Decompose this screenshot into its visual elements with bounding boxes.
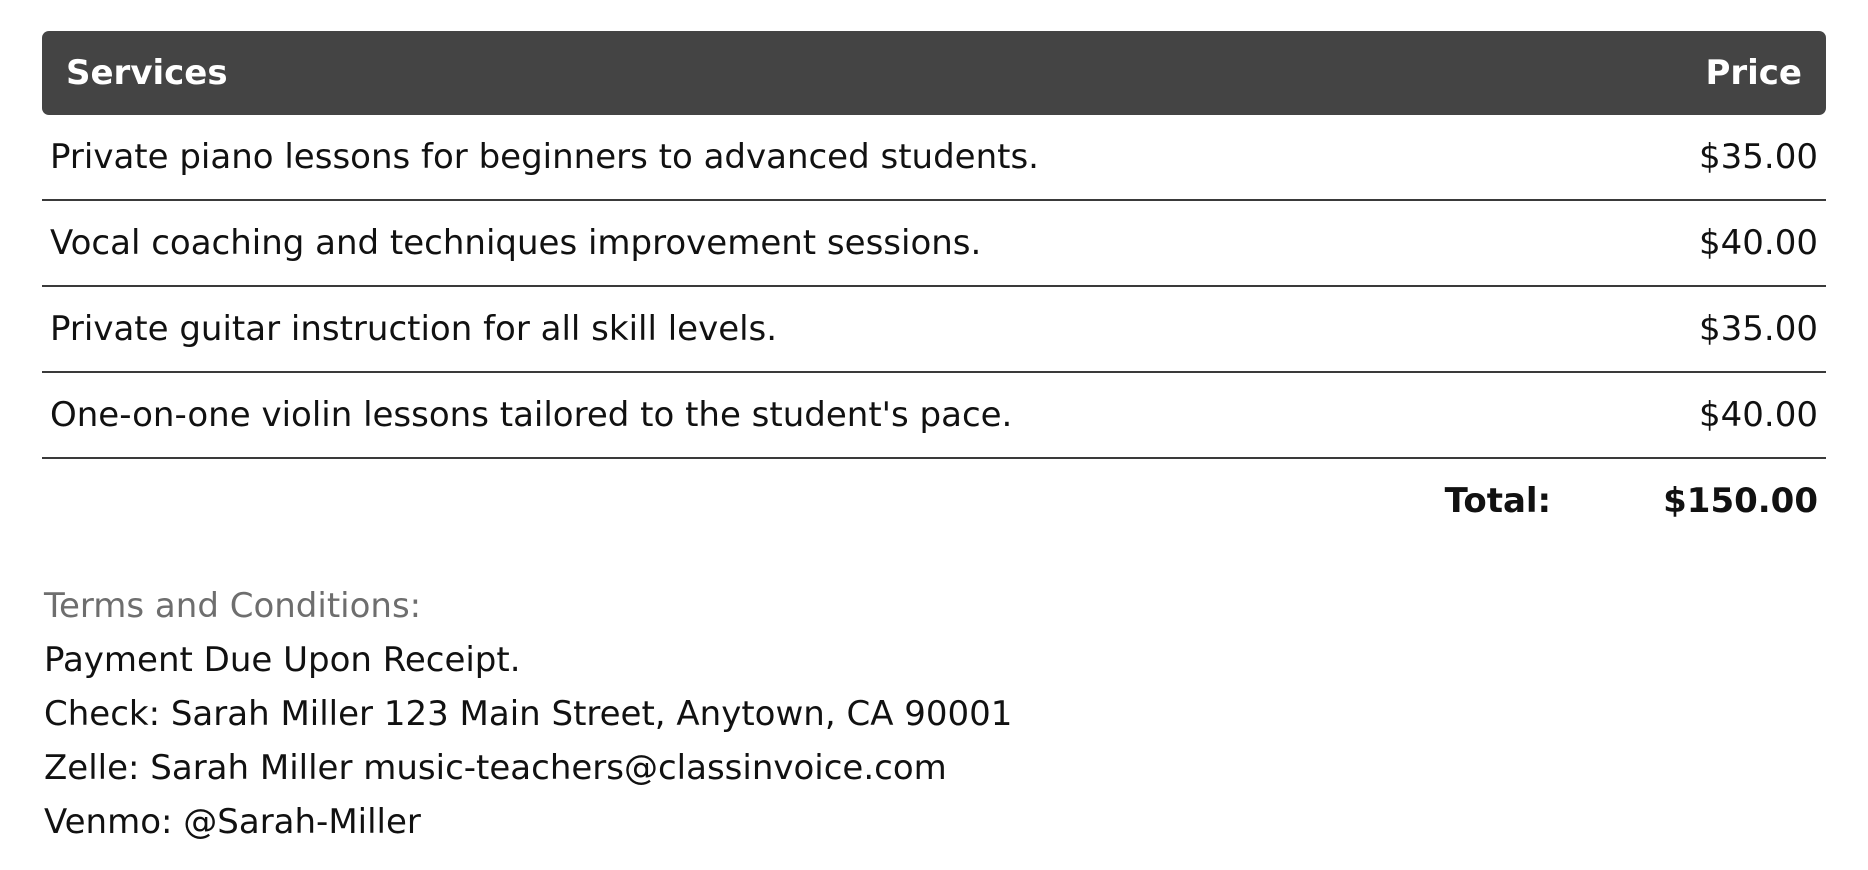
service-description: Private piano lessons for beginners to advanced students.	[50, 137, 1039, 177]
service-price: $40.00	[1699, 223, 1818, 263]
services-table	[42, 31, 1826, 543]
table-row	[42, 287, 1826, 373]
table-row	[42, 115, 1826, 201]
terms-line-zelle: Zelle: Sarah Miller music-teachers@classinvoice.com	[44, 748, 947, 788]
service-description: Vocal coaching and techniques improvement sessions.	[50, 223, 982, 263]
service-description: Private guitar instruction for all skill levels.	[50, 309, 778, 349]
table-header	[42, 31, 1826, 115]
total-label: Total:	[1444, 481, 1552, 521]
terms-line-check: Check: Sarah Miller 123 Main Street, Anytown, CA 90001	[44, 694, 1013, 734]
terms-title: Terms and Conditions:	[44, 586, 422, 626]
terms-line-venmo: Venmo: @Sarah-Miller	[44, 802, 421, 842]
price-column-header: Price	[1705, 53, 1802, 93]
service-description: One-on-one violin lessons tailored to the student's pace.	[50, 395, 1013, 435]
service-price: $35.00	[1699, 137, 1818, 177]
service-price: $40.00	[1699, 395, 1818, 435]
table-row	[42, 201, 1826, 287]
terms-line-payment-due: Payment Due Upon Receipt.	[44, 640, 521, 680]
services-column-header: Services	[66, 53, 228, 93]
table-row	[42, 373, 1826, 459]
total-value: $150.00	[1663, 481, 1818, 521]
terms-and-conditions	[44, 579, 1012, 849]
total-row	[42, 459, 1826, 543]
service-price: $35.00	[1699, 309, 1818, 349]
